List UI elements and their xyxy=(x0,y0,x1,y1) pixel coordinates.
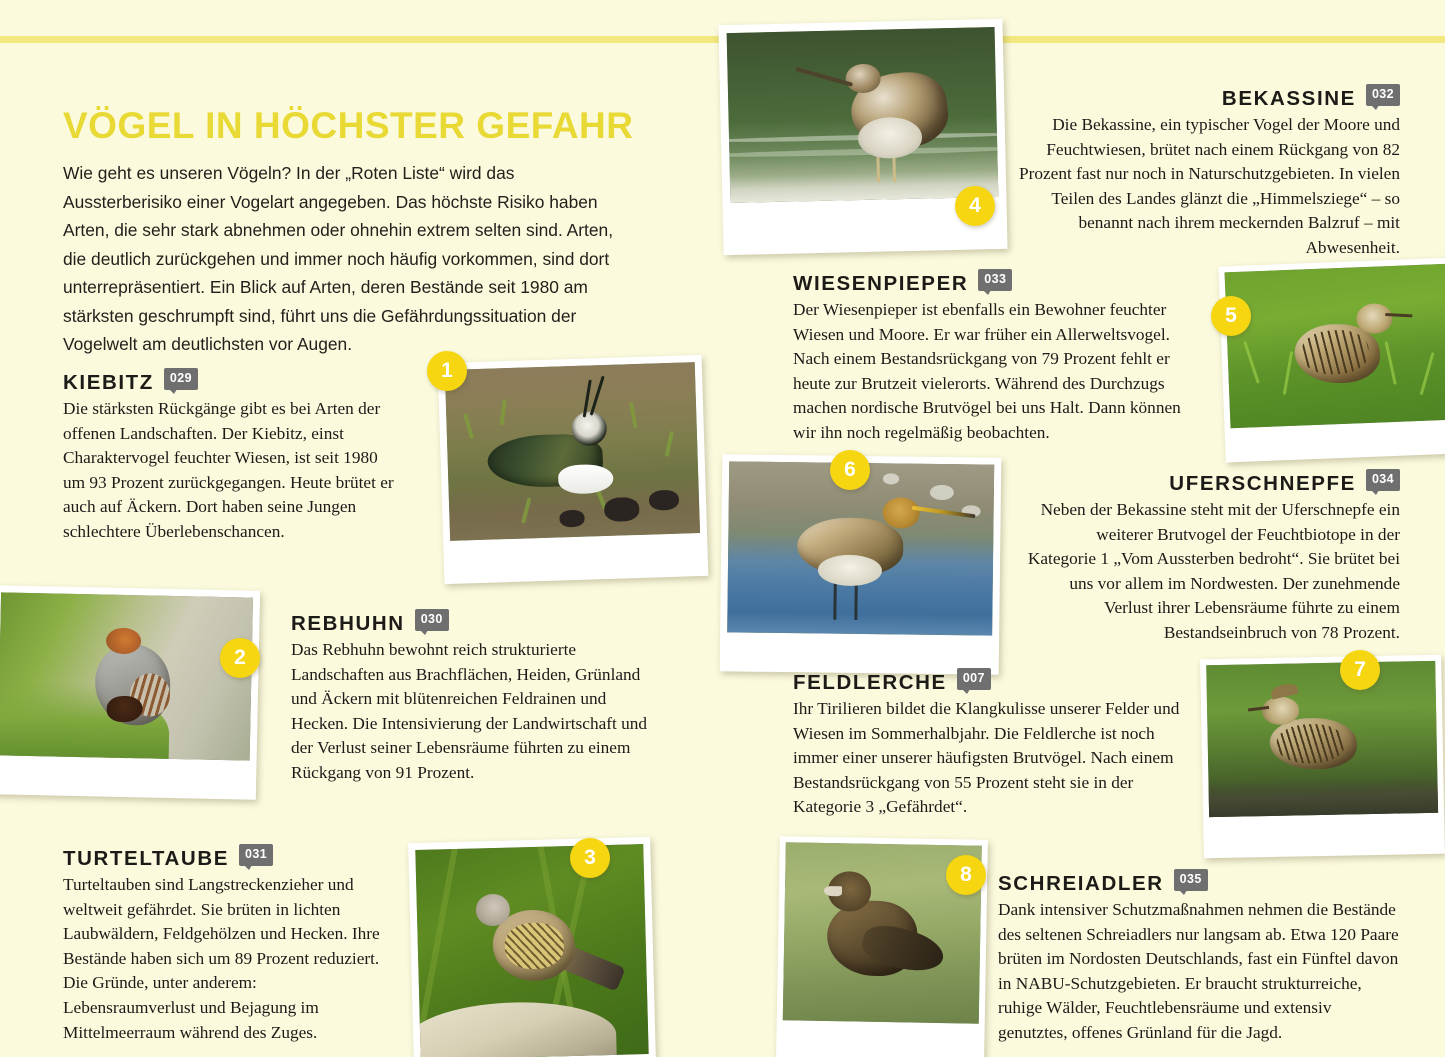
species-name: BEKASSINE xyxy=(1221,87,1356,110)
species-heading-wiesenpieper xyxy=(793,272,1193,296)
photo-wiesenpieper xyxy=(1218,258,1445,463)
species-text: Turteltauben sind Langstreckenzieher und weltweit gefährdet. Sie brüten in lichten Laubwäldern, Feldgehölzen und Hecken. Ihre Bestände haben sich um 89 Prozent reduziert. Die Gründe, unter anderem: Lebensraumverlust und Bejagung im Mittelmeerraum während des Zuges. xyxy=(63,875,380,1042)
species-text: Neben der Bekassine steht mit der Uferschnepfe ein weiterer Brutvogel der Feuchtbiotope in der Kategorie 1 „Vom Aussterben bedroht“. Sie brütet bei uns vor allem im Nordwesten. Der zunehmende Verlust ihrer Lebensräume führte zu einem Bestandseinbruch von 78 Prozent. xyxy=(1027,500,1400,642)
species-name: UFERSCHNEPFE xyxy=(1169,472,1356,495)
species-block-uferschnepfe xyxy=(1026,472,1400,646)
photo-marker-8: 8 xyxy=(946,855,986,895)
photo-marker-7: 7 xyxy=(1340,650,1380,690)
species-text: Ihr Tirilieren bildet die Klangkulisse unserer Felder und Wiesen im Sommerhalbjahr. Die Feldlerche ist noch immer einer unserer häufigsten Brutvögel. Nach einem Bestandsrückgang von 55 Prozent steht sie in der Kategorie 3 „Gefährdet“. xyxy=(793,699,1180,817)
species-text: Dank intensiver Schutzmaßnahmen nehmen die Bestände des seltenen Schreiadlers nur langsam ab. Etwa 120 Paare brüten im Nordosten Deutschlands, fast ein Fünftel davon in NABU-Schutzgebieten. Er braucht strukturreiche, ruhige Wälder, Feuchtlebensräume und extensiv genutztes, offenes Grünland für die Jagd. xyxy=(998,900,1399,1042)
species-heading-uferschnepfe xyxy=(1026,472,1400,496)
species-name: FELDLERCHE xyxy=(793,671,947,694)
species-code-badge: 030 xyxy=(415,609,449,631)
species-code-badge: 032 xyxy=(1366,84,1400,106)
bird-head xyxy=(845,64,880,94)
bird-beak xyxy=(824,886,842,897)
species-name: SCHREIADLER xyxy=(998,872,1164,895)
soil-clod xyxy=(649,489,680,510)
species-code-badge: 035 xyxy=(1174,869,1208,891)
photo-marker-5: 5 xyxy=(1211,296,1251,336)
species-code-badge: 029 xyxy=(164,368,198,390)
photo-kiebitz xyxy=(438,355,709,584)
intro-paragraph: Wie geht es unseren Vögeln? In der „Roten Liste“ wird das Aussterberisiko einer Vogelart angegeben. Das höchste Risiko haben Arten, die sehr stark abnehmen oder ohnehin extrem selten sind. Arten, die deutlich zurückgehen und immer noch häufig vorkommen, sind dort unterrepräsentiert. Ein Blick auf Arten, deren Bestände seit 1980 am stärksten geschrumpft sind, führt uns die Gefährdungssituation der Vogelwelt am deutlichsten vor Augen. xyxy=(63,163,614,355)
species-code-badge: 031 xyxy=(239,844,273,866)
bird-head xyxy=(106,627,142,654)
species-code-badge: 033 xyxy=(978,269,1012,291)
species-name: TURTELTAUBE xyxy=(63,847,230,870)
species-heading-feldlerche xyxy=(793,671,1185,695)
species-name: KIEBITZ xyxy=(63,371,154,394)
photo-kiebitz-image xyxy=(445,362,700,541)
bright-spot xyxy=(883,474,899,484)
species-text: Die Bekassine, ein typischer Vogel der Moore und Feuchtwiesen, brütet nach einem Rückgang von 82 Prozent fast nur noch in Naturschutzgebieten. In vielen Teilen des Landes glänzt die „Himmelsziege“ – so benannt nach ihrem meckernden Balzruf – mit Abwesenheit. xyxy=(1018,115,1400,257)
species-heading-schreiadler xyxy=(998,872,1400,896)
species-heading-turteltaube xyxy=(63,847,393,871)
species-heading-bekassine xyxy=(1014,87,1400,111)
bird-streak-pattern xyxy=(1276,723,1345,764)
bird-head xyxy=(1262,697,1299,725)
species-block-wiesenpieper xyxy=(793,272,1193,446)
photo-feldlerche xyxy=(1200,655,1445,859)
photo-marker-2: 2 xyxy=(220,638,260,678)
species-text: Die stärksten Rückgänge gibt es bei Arten der offenen Landschaften. Der Kiebitz, einst Charaktervogel feuchter Wiesen, ist seit 1980 um 93 Prozent zurückgegangen. Heute brütet er auch auf Äckern. Dort haben seine Jungen schlechtere Überlebenschancen. xyxy=(63,399,394,541)
gravel-foreground xyxy=(1206,776,1438,817)
species-text: Der Wiesenpieper ist ebenfalls ein Bewohner feuchter Wiesen und Moore. Er war früher ein Allerweltsvogel. Nach einem Bestandsrückgang von 79 Prozent fehlt er heute zur Brutzeit vielerorts. Während des Durchzugs machen nordische Brutvögel bei uns Halt. Dann können wir ihn noch regelmäßig beobachten. xyxy=(793,300,1181,442)
species-block-bekassine xyxy=(1014,87,1400,261)
species-block-schreiadler xyxy=(998,872,1400,1046)
page-title: VÖGEL IN HÖCHSTER GEFAHR xyxy=(63,104,634,146)
species-heading-kiebitz xyxy=(63,371,403,395)
photo-turteltaube-image xyxy=(415,844,648,1057)
bird-belly xyxy=(818,555,882,587)
photo-uferschnepfe xyxy=(720,454,1002,674)
photo-rebhuhn xyxy=(0,585,260,800)
photo-uferschnepfe-image xyxy=(727,461,994,635)
species-text: Das Rebhuhn bewohnt reich strukturierte Landschaften aus Brachflächen, Heiden, Grünland und Äckern mit blütenreichen Feldrainen und Hecken. Die Intensivierung der Landwirtschaft und der Verlust seiner Lebensräume führten zu einem Rückgang von 91 Prozent. xyxy=(291,640,648,782)
species-block-rebhuhn xyxy=(291,612,651,786)
photo-marker-3: 3 xyxy=(570,838,610,878)
species-block-feldlerche xyxy=(793,671,1185,820)
species-name: REBHUHN xyxy=(291,612,405,635)
species-code-badge: 034 xyxy=(1366,469,1400,491)
species-code-badge: 007 xyxy=(957,668,991,690)
photo-turteltaube xyxy=(408,837,656,1057)
bird-head xyxy=(882,497,919,528)
soil-clod xyxy=(559,509,585,527)
species-name: WIESENPIEPER xyxy=(793,272,969,295)
photo-rebhuhn-image xyxy=(0,592,253,760)
bird-wing-pattern xyxy=(504,922,564,970)
bright-spot xyxy=(930,484,954,500)
photo-marker-1: 1 xyxy=(427,351,467,391)
species-block-turteltaube xyxy=(63,847,393,1045)
photo-marker-6: 6 xyxy=(830,450,870,490)
photo-feldlerche-image xyxy=(1206,661,1438,817)
species-heading-rebhuhn xyxy=(291,612,651,636)
photo-bekassine-image xyxy=(727,27,999,203)
species-block-kiebitz xyxy=(63,371,403,545)
photo-wiesenpieper-image xyxy=(1225,264,1445,428)
photo-marker-4: 4 xyxy=(955,186,995,226)
